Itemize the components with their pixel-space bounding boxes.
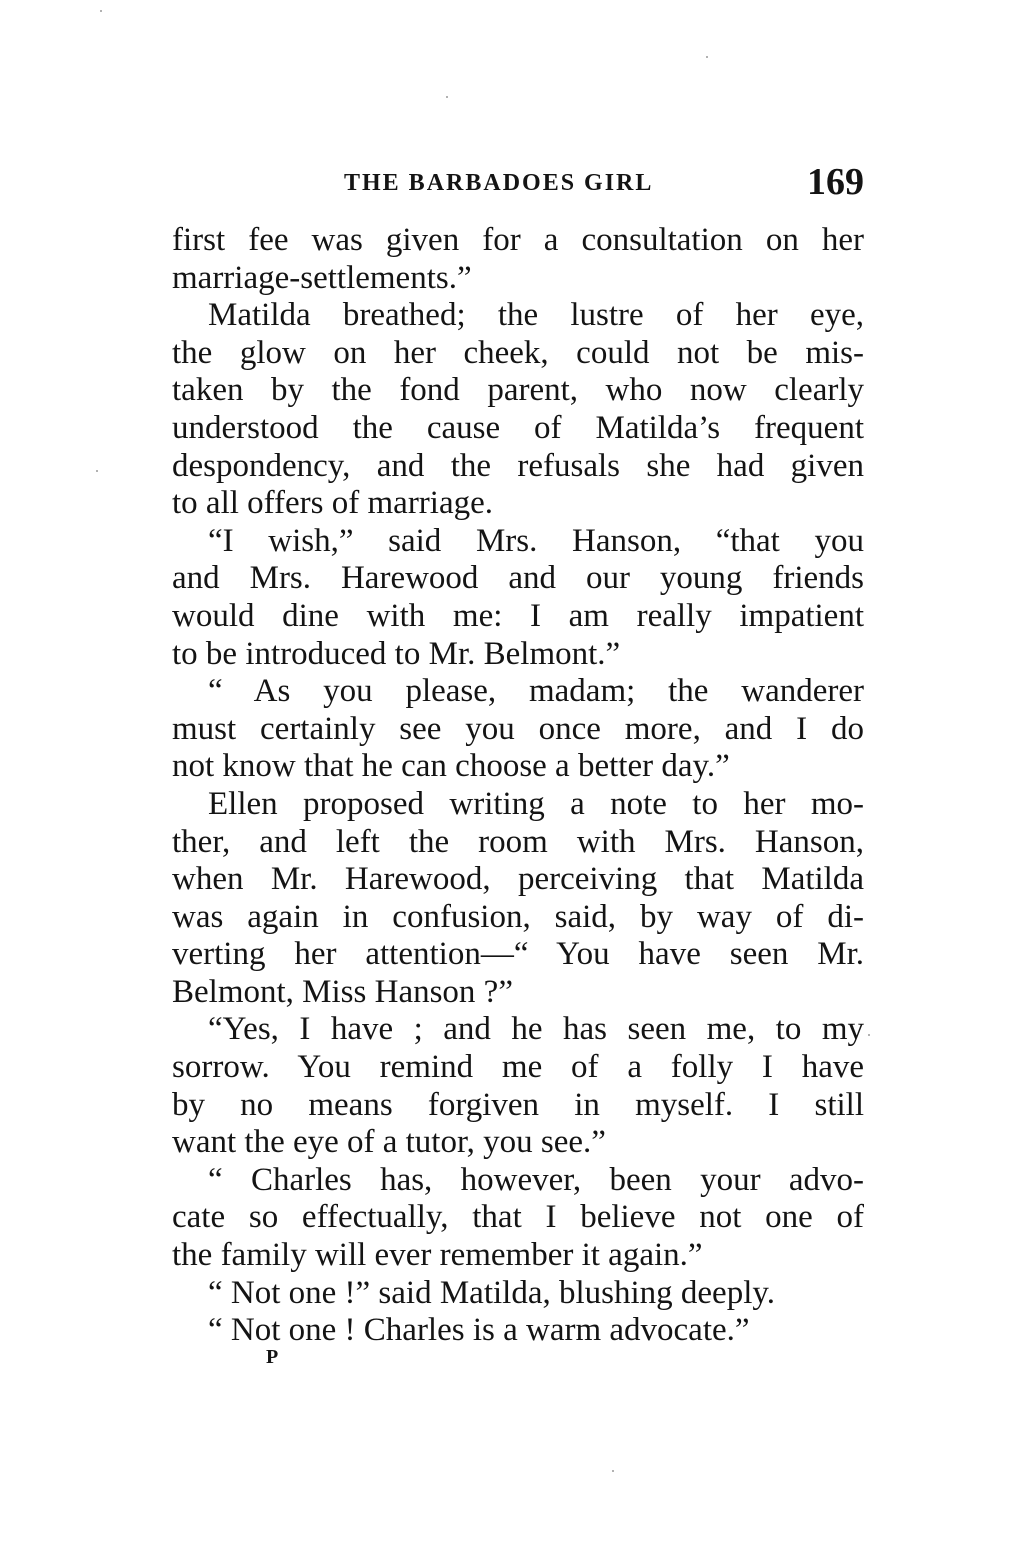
scan-speck: [706, 56, 708, 58]
text-line: taken by the fond parent, who now clearly: [172, 372, 864, 409]
text-line: “ Not one !” said Matilda, blushing deeply.: [208, 1274, 775, 1311]
text-line: “ As you please, madam; the wanderer: [208, 673, 864, 710]
text-line: the glow on her cheek, could not be mis-: [172, 334, 864, 371]
text-line: verting her attention—“ You have seen Mr.: [172, 936, 864, 973]
text-line: marriage-settlements.”: [172, 259, 472, 296]
text-line: not know that he can choose a better day.”: [172, 748, 730, 785]
text-line: “ Not one ! Charles is a warm advocate.”: [208, 1312, 750, 1349]
text-line: must certainly see you once more, and I do: [172, 710, 864, 747]
scan-speck: [446, 96, 448, 98]
text-line: the family will ever remember it again.”: [172, 1237, 703, 1274]
text-line: would dine with me: I am really impatient: [172, 597, 864, 634]
text-line: “I wish,” said Mrs. Hanson, “that you: [208, 522, 864, 559]
scan-speck: [100, 10, 102, 12]
text-line: was again in confusion, said, by way of di-: [172, 898, 864, 935]
text-line: Ellen proposed writing a note to her mo-: [208, 785, 864, 822]
text-line: sorrow. You remind me of a folly I have: [172, 1049, 864, 1086]
signature-mark: P: [266, 1346, 279, 1368]
text-line: to be introduced to Mr. Belmont.”: [172, 635, 621, 672]
text-line: cate so effectually, that I believe not one of: [172, 1199, 864, 1236]
running-title: THE BARBADOES GIRL: [344, 170, 654, 196]
text-line: Matilda breathed; the lustre of her eye,: [208, 297, 864, 334]
text-line: when Mr. Harewood, perceiving that Matilda: [172, 861, 864, 898]
text-line: first fee was given for a consultation on her: [172, 222, 864, 258]
text-line: despondency, and the refusals she had given: [172, 447, 864, 484]
page-number: 169: [807, 161, 864, 203]
text-line: and Mrs. Harewood and our young friends: [172, 560, 864, 597]
text-line: “ Charles has, however, been your advo-: [208, 1161, 864, 1198]
text-line: Belmont, Miss Hanson ?”: [172, 973, 513, 1010]
text-line: ther, and left the room with Mrs. Hanson,: [172, 823, 864, 860]
running-head: [172, 160, 868, 208]
text-line: “Yes, I have ; and he has seen me, to my: [208, 1011, 864, 1048]
scan-speck: [868, 1034, 870, 1036]
scan-speck: [96, 470, 98, 472]
text-line: by no means forgiven in myself. I still: [172, 1086, 864, 1123]
scan-speck: [612, 1470, 614, 1472]
text-line: understood the cause of Matilda’s frequent: [172, 409, 864, 446]
text-line: want the eye of a tutor, you see.”: [172, 1124, 606, 1161]
text-line: to all offers of marriage.: [172, 485, 494, 522]
body-text: [172, 222, 864, 1350]
